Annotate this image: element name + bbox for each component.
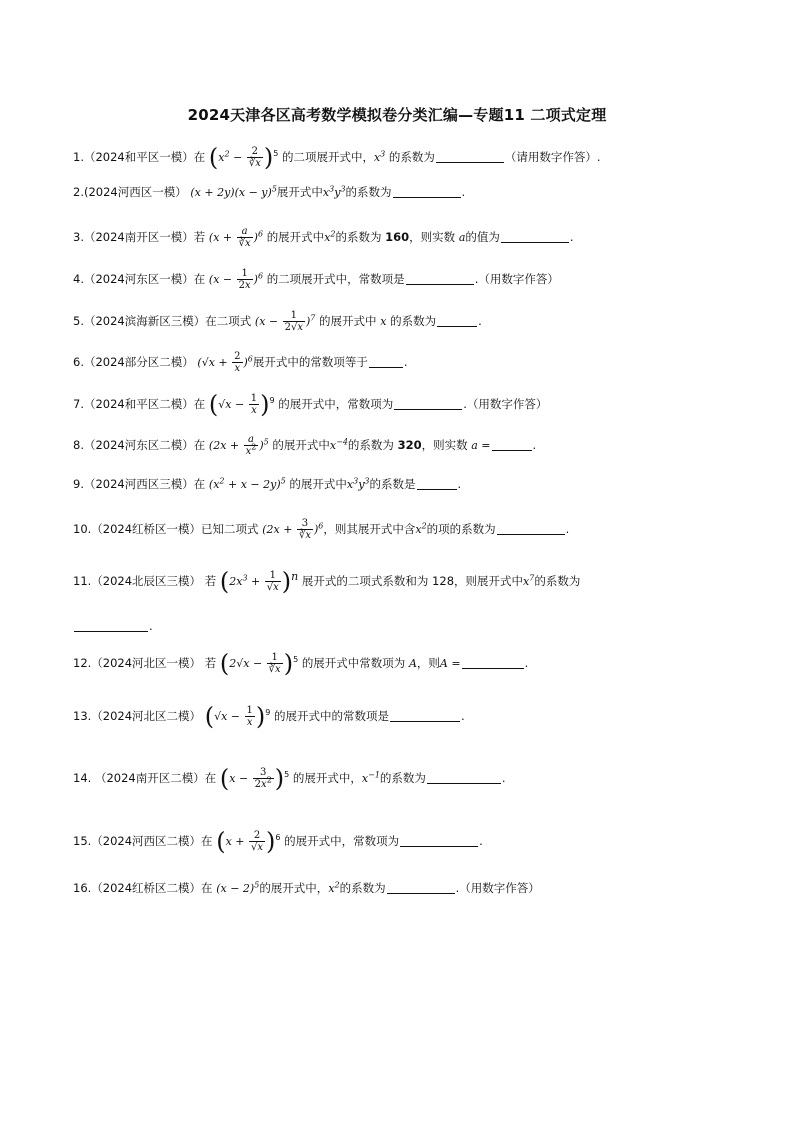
- page-title: 2024天津各区高考数学模拟卷分类汇编—专题11 二项式定理: [187, 106, 607, 124]
- formula: (2x +: [208, 439, 243, 452]
- answer-blank[interactable]: [394, 397, 462, 410]
- formula: $\frac{2}{∛x}$: [248, 146, 261, 169]
- formula: √x −: [214, 710, 244, 723]
- question-1: 1.（2024和平区一模）在 ($x^2$ − $\frac{2}{∛x}$ )$^5$ 的二项展开式中，$x^3$ 的系数为 （请用数字作答）.: [73, 143, 601, 172]
- question-12: 12.（2024河北区一模） 若 (2√x − $\frac{1}{∛x}$ )$^5$ 的展开式中常数项为 A，则A = .: [73, 649, 529, 678]
- formula: x +: [225, 835, 249, 848]
- formula: $2x^3$ +: [229, 573, 264, 588]
- formula: 2√x −: [229, 657, 266, 670]
- formula: $\frac{2}{x}$: [234, 351, 241, 374]
- formula: (x +: [208, 231, 236, 244]
- formula: $\frac{1}{2x}$: [238, 268, 251, 291]
- formula: $\frac{2}{√x}$: [251, 830, 264, 853]
- formula: $x^2$: [324, 229, 336, 244]
- question-9: 9.（2024河西区三模）在 $(x^2 + x - 2y)^5$ 的展开式中$x^3y^3$的系数是 .: [73, 476, 462, 491]
- formula: (2x +: [262, 523, 296, 536]
- formula: $x^2$ −: [218, 149, 246, 164]
- question-16: 16.（2024红桥区二模）在 $(x - 2)^5$的展开式中，$x^2$的系数为 .（用数字作答）: [73, 880, 540, 895]
- answer-blank[interactable]: [400, 834, 478, 847]
- formula: $\frac{1}{∛x}$: [268, 652, 281, 675]
- formula: (√x +: [197, 356, 232, 369]
- formula: $\frac{3}{2x^2}$: [254, 767, 272, 790]
- formula: (: [208, 143, 219, 172]
- formula: $(x - 2)^5$: [216, 880, 260, 895]
- answer-blank[interactable]: [417, 477, 457, 490]
- answer-blank[interactable]: [437, 314, 477, 327]
- question-14: 14. （2024南开区二模）在 (x − $\frac{3}{2x^2}$ )$^5$ 的展开式中，$x^{-1}$的系数为 .: [73, 764, 506, 793]
- formula: $\frac{1}{x}$: [246, 705, 253, 728]
- question-4: 4.（2024河东区一模）在 (x − $\frac{1}{2x}$ )$^6$ 的二项展开式中，常数项是 .（用数字作答）: [73, 268, 559, 291]
- formula: $(x^2 + x - 2y)^5$: [208, 476, 286, 491]
- answer-blank[interactable]: [492, 438, 532, 451]
- formula: $(x + 2y)(x - y)^5$: [190, 184, 277, 199]
- answer-blank[interactable]: [369, 355, 403, 368]
- formula: $\frac{3}{∛x}$: [298, 518, 311, 541]
- question-3: 3.（2024南开区一模）若 (x + $\frac{a}{∛x}$ )$^6$ 的展开式中$x^2$的系数为 160，则实数 a的值为 .: [73, 226, 574, 249]
- formula: $\frac{1}{2√x}$: [284, 310, 303, 333]
- formula: $\frac{a}{x^2}$: [245, 434, 257, 457]
- answer-blank[interactable]: [387, 881, 455, 894]
- answer-blank[interactable]: [436, 150, 504, 163]
- question-source: 1.（2024和平区一模）在: [73, 150, 206, 164]
- formula: $\frac{a}{∛x}$: [238, 226, 251, 249]
- question-11: 11.（2024北辰区三模） 若 ($2x^3$ + $\frac{1}{√x}$ )$^n$ 展开式的二项式系数和为 128，则展开式中$x^7$的系数为: [73, 567, 581, 596]
- answer-blank[interactable]: [427, 771, 501, 784]
- question-15: 15.（2024河西区二模）在 (x + $\frac{2}{√x}$ )$^6$ 的展开式中，常数项为 .: [73, 827, 483, 856]
- question-5: 5.（2024滨海新区三模）在二项式 (x − $\frac{1}{2√x}$ )$^7$ 的展开式中 x 的系数为 .: [73, 310, 482, 333]
- formula: $\frac{1}{√x}$: [266, 570, 279, 593]
- answer-blank[interactable]: [74, 619, 148, 632]
- formula: $x^3$: [373, 149, 386, 164]
- question-6: 6.（2024部分区二模） (√x + $\frac{2}{x}$ )$^6$展开式中的常数项等于 .: [73, 351, 408, 374]
- formula: (x −: [254, 315, 282, 328]
- answer-blank[interactable]: [501, 230, 569, 243]
- answer-blank[interactable]: [393, 185, 461, 198]
- formula: √x −: [218, 398, 248, 411]
- formula: (x −: [208, 273, 236, 286]
- question-13: 13.（2024河北区二模） (√x − $\frac{1}{x}$ )$^9$ 的展开式中的常数项是 .: [73, 702, 465, 731]
- answer-blank[interactable]: [406, 272, 474, 285]
- answer-blank[interactable]: [390, 709, 460, 722]
- formula: $\frac{1}{x}$: [250, 393, 258, 416]
- question-8: 8.（2024河东区二模）在 (2x + $\frac{a}{x^2}$ )$^5$ 的展开式中$x^{-4}$的系数为 320，则实数 a = .: [73, 434, 537, 457]
- answer-blank[interactable]: [497, 522, 565, 535]
- answer-blank[interactable]: [462, 656, 524, 669]
- question-10: 10.（2024红桥区一模）已知二项式 (2x + $\frac{3}{∛x}$ )$^6$，则其展开式中含$x^2$的项的系数为 .: [73, 518, 570, 541]
- formula: ): [263, 143, 274, 172]
- question-7: 7.（2024和平区二模）在 (√x − $\frac{1}{x}$ )$^9$ 的展开式中，常数项为 .（用数字作答）: [73, 390, 548, 419]
- formula: x −: [229, 772, 252, 785]
- question-2: 2.(2024河西区一模） $(x + 2y)(x - y)^5$展开式中$x^3y^3$的系数为 .: [73, 184, 466, 199]
- question-11-answer-line: .: [73, 618, 753, 634]
- formula: $x^3y^3$: [322, 184, 346, 199]
